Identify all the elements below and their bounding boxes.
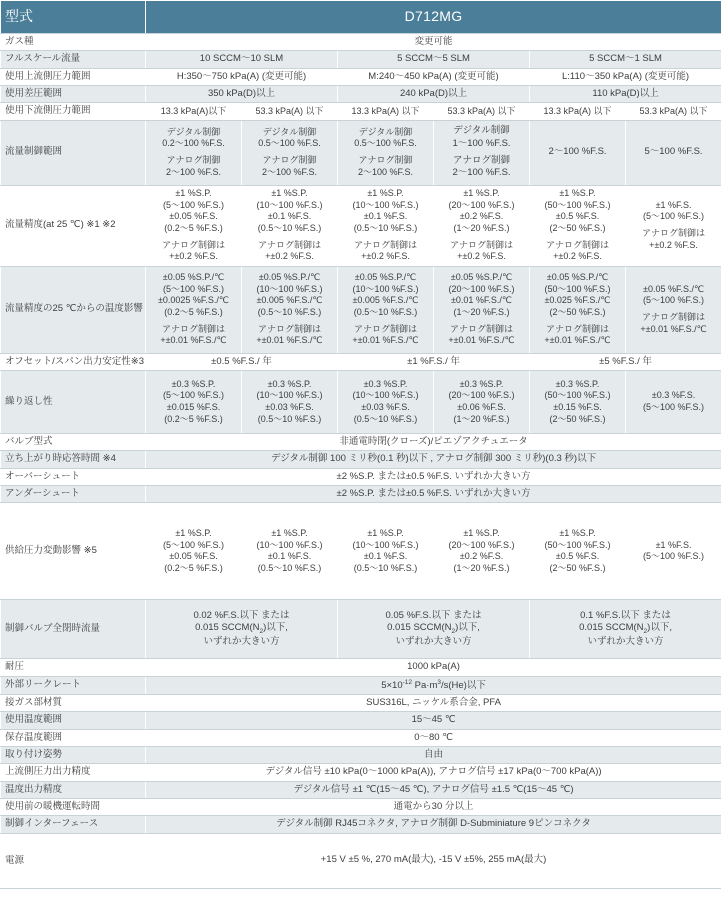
- row-label-storage-temperature: 保存温度範囲: [1, 729, 146, 746]
- cell-supply-pressure-influence-2: ±1 %S.P. (10〜100 %F.S.) ±0.1 %F.S. (0.5〜10 %F.S.): [242, 503, 338, 600]
- row-label-temperature-influence: 流量精度の25 ℃からの温度影響: [1, 266, 146, 353]
- table-row: [1, 600, 721, 659]
- row-label-operating-temperature: 使用温度範囲: [1, 712, 146, 729]
- table-row: [1, 185, 721, 266]
- row-label-rise-response-time: 立ち上がり時応答時間 ※4: [1, 451, 146, 468]
- cell-upstream-pressure-range-1: H:350〜750 kPa(A) (変更可能): [146, 68, 338, 85]
- cell-differential-pressure-range-1: 350 kPa(D)以上: [146, 86, 338, 103]
- cell-full-scale-flow-2: 5 SCCM〜5 SLM: [338, 51, 530, 68]
- cell-flow-control-range-6: 5〜100 %F.S.: [626, 120, 721, 185]
- cell-rise-response-time-1: デジタル制御 100 ミリ秒(0.1 秒)以下 , アナログ制御 300 ミリ秒)(0.3 秒)以下: [146, 451, 721, 468]
- cell-upstream-pressure-range-3: L:110〜350 kPa(A) (変更可能): [530, 68, 721, 85]
- cell-supply-pressure-influence-1: ±1 %S.P. (5〜100 %F.S.) ±0.05 %F.S. (0.2〜5 %F.S.): [146, 503, 242, 600]
- cell-wetted-materials-1: SUS316L, ニッケル系合金, PFA: [146, 694, 721, 711]
- cell-flow-accuracy-1: ±1 %S.P. (5〜100 %F.S.) ±0.05 %F.S. (0.2〜5 %F.S.) アナログ制御は +±0.2 %F.S.: [146, 185, 242, 266]
- cell-flow-control-range-1: デジタル制御 0.2〜100 %F.S. アナログ制御 2〜100 %F.S.: [146, 120, 242, 185]
- cell-overshoot-1: ±2 %S.P. または±0.5 %F.S. いずれか大きい方: [146, 468, 721, 485]
- cell-offset-span-stability-1: ±0.5 %F.S./ 年: [146, 353, 338, 370]
- cell-control-interface-1: デジタル制御 RJ45コネクタ, アナログ制御 D-Subminiature 9ピンコネクタ: [146, 816, 721, 833]
- cell-valve-closed-flow-1: 0.02 %F.S.以下 または 0.015 $SCCM(N_2)$以下, いずれか大きい方: [146, 600, 338, 659]
- table-row: [1, 68, 721, 85]
- cell-mounting-attitude-1: 自由: [146, 746, 721, 763]
- cell-temperature-influence-6: ±0.05 %F.S./℃ (5〜100 %F.S.) アナログ制御は +±0.01 %F.S./℃: [626, 266, 721, 353]
- cell-supply-pressure-influence-4: ±1 %S.P. (20〜100 %F.S.) ±0.2 %F.S. (1〜20 %F.S.): [434, 503, 530, 600]
- row-label-differential-pressure-range: 使用差圧範囲: [1, 86, 146, 103]
- row-label-undershoot: アンダーシュート: [1, 485, 146, 502]
- table-row: [1, 120, 721, 185]
- cell-flow-accuracy-4: ±1 %S.P. (20〜100 %F.S.) ±0.2 %F.S. (1〜20 %F.S.) アナログ制御は +±0.2 %F.S.: [434, 185, 530, 266]
- cell-full-scale-flow-1: 10 SCCM〜10 SLM: [146, 51, 338, 68]
- row-label-pressure-resistance: 耐圧: [1, 659, 146, 676]
- cell-full-scale-flow-3: 5 SCCM〜1 SLM: [530, 51, 721, 68]
- cell-flow-accuracy-2: ±1 %S.P. (10〜100 %F.S.) ±0.1 %F.S. (0.5〜10 %F.S.) アナログ制御は +±0.2 %F.S.: [242, 185, 338, 266]
- row-label-external-leak-rate: 外部リークレート: [1, 676, 146, 694]
- cell-flow-accuracy-6: ±1 %F.S. (5〜100 %F.S.) アナログ制御は +±0.2 %F.S.: [626, 185, 721, 266]
- cell-downstream-pressure-range-1: 13.3 kPa(A)以下: [146, 103, 242, 120]
- cell-temperature-influence-4: ±0.05 %S.P./℃ (20〜100 %F.S.) ±0.01 %F.S./℃ (1〜20 %F.S.) アナログ制御は +±0.01 %F.S./℃: [434, 266, 530, 353]
- cell-offset-span-stability-2: ±1 %F.S./ 年: [338, 353, 530, 370]
- cell-gas-type-1: 変更可能: [146, 34, 721, 51]
- row-label-offset-span-stability: オフセット/スパン出力安定性※3: [1, 353, 146, 370]
- row-label-flow-accuracy: 流量精度(at 25 ℃) ※1 ※2: [1, 185, 146, 266]
- table-row: [1, 468, 721, 485]
- cell-undershoot-1: ±2 %S.P. または±0.5 %F.S. いずれか大きい方: [146, 485, 721, 502]
- cell-supply-pressure-influence-3: ±1 %S.P. (10〜100 %F.S.) ±0.1 %F.S. (0.5〜10 %F.S.): [338, 503, 434, 600]
- row-label-supply-pressure-influence: 供給圧力変動影響 ※5: [1, 503, 146, 600]
- cell-repeatability-5: ±0.3 %S.P. (50〜100 %F.S.) ±0.15 %F.S. (2〜50 %F.S.): [530, 370, 626, 433]
- table-row: [1, 781, 721, 798]
- row-label-temperature-output-accuracy: 温度出力精度: [1, 781, 146, 798]
- cell-power-supply-1: +15 V ±5 %, 270 mA(最大), -15 V ±5%, 255 mA(最大): [146, 833, 721, 888]
- table-body: [1, 34, 721, 889]
- table-row: [1, 676, 721, 694]
- cell-flow-control-range-4: デジタル制御 1〜100 %F.S. アナログ制御 2〜100 %F.S.: [434, 120, 530, 185]
- cell-repeatability-2: ±0.3 %S.P. (10〜100 %F.S.) ±0.03 %F.S. (0.5〜10 %F.S.): [242, 370, 338, 433]
- cell-downstream-pressure-range-6: 53.3 kPa(A) 以下: [626, 103, 721, 120]
- table-row: [1, 746, 721, 763]
- row-label-valve-closed-flow: 制御バルブ全閉時流量: [1, 600, 146, 659]
- table-row: [1, 51, 721, 68]
- cell-operating-temperature-1: 15〜45 ℃: [146, 712, 721, 729]
- cell-repeatability-6: ±0.3 %F.S. (5〜100 %F.S.): [626, 370, 721, 433]
- row-label-gas-type: ガス種: [1, 34, 146, 51]
- row-label-valve-type: バルブ型式: [1, 433, 146, 450]
- cell-flow-control-range-2: デジタル制御 0.5〜100 %F.S. アナログ制御 2〜100 %F.S.: [242, 120, 338, 185]
- table-row: [1, 370, 721, 433]
- row-label-downstream-pressure-range: 使用下流側圧力範囲: [1, 103, 146, 120]
- row-label-flow-control-range: 流量制御範囲: [1, 120, 146, 185]
- cell-repeatability-3: ±0.3 %S.P. (10〜100 %F.S.) ±0.03 %F.S. (0.5〜10 %F.S.): [338, 370, 434, 433]
- table-row: [1, 694, 721, 711]
- cell-downstream-pressure-range-5: 13.3 kPa(A) 以下: [530, 103, 626, 120]
- cell-differential-pressure-range-3: 110 kPa(D)以上: [530, 86, 721, 103]
- header-type-label: 型式: [1, 1, 146, 34]
- header-row: [1, 1, 721, 34]
- cell-flow-accuracy-3: ±1 %S.P. (10〜100 %F.S.) ±0.1 %F.S. (0.5〜10 %F.S.) アナログ制御は +±0.2 %F.S.: [338, 185, 434, 266]
- cell-upstream-pressure-output-accuracy-1: デジタル信号 ±10 kPa(0〜1000 kPa(A)), アナログ信号 ±17 kPa(0〜700 kPa(A)): [146, 764, 721, 781]
- table-row: [1, 266, 721, 353]
- cell-storage-temperature-1: 0〜80 ℃: [146, 729, 721, 746]
- table-row: [1, 353, 721, 370]
- row-label-overshoot: オーバーシュート: [1, 468, 146, 485]
- table-row: [1, 485, 721, 502]
- table-header: [1, 1, 721, 34]
- cell-repeatability-4: ±0.3 %S.P. (20〜100 %F.S.) ±0.06 %F.S. (1〜20 %F.S.): [434, 370, 530, 433]
- cell-repeatability-1: ±0.3 %S.P. (5〜100 %F.S.) ±0.015 %F.S. (0.2〜5 %F.S.): [146, 370, 242, 433]
- row-label-warmup-time: 使用前の暖機運転時間: [1, 798, 146, 815]
- cell-warmup-time-1: 通電から30 分以上: [146, 798, 721, 815]
- table-row: [1, 103, 721, 120]
- header-model-name: D712MG: [146, 1, 721, 34]
- row-label-wetted-materials: 接ガス部材質: [1, 694, 146, 711]
- row-label-control-interface: 制御インターフェース: [1, 816, 146, 833]
- cell-downstream-pressure-range-4: 53.3 kPa(A) 以下: [434, 103, 530, 120]
- cell-temperature-influence-2: ±0.05 %S.P./℃ (10〜100 %F.S.) ±0.005 %F.S./℃ (0.5〜10 %F.S.) アナログ制御は +±0.01 %F.S./℃: [242, 266, 338, 353]
- cell-temperature-influence-1: ±0.05 %S.P./℃ (5〜100 %F.S.) ±0.0025 %F.S./℃ (0.2〜5 %F.S.) アナログ制御は +±0.01 %F.S./℃: [146, 266, 242, 353]
- cell-valve-closed-flow-3: 0.1 %F.S.以下 または 0.015 $SCCM(N_2)$以下, いずれか大きい方: [530, 600, 721, 659]
- cell-flow-accuracy-5: ±1 %S.P. (50〜100 %F.S.) ±0.5 %F.S. (2〜50 %F.S.) アナログ制御は +±0.2 %F.S.: [530, 185, 626, 266]
- cell-external-leak-rate-1: $5\times 10^{-12}$ $Pa\cdot m^3/s(He)$以下: [146, 676, 721, 694]
- table-row: [1, 798, 721, 815]
- table-row: [1, 833, 721, 888]
- row-label-upstream-pressure-output-accuracy: 上流側圧力出力精度: [1, 764, 146, 781]
- cell-offset-span-stability-3: ±5 %F.S./ 年: [530, 353, 721, 370]
- row-label-mounting-attitude: 取り付け姿勢: [1, 746, 146, 763]
- cell-valve-closed-flow-2: 0.05 %F.S.以下 または 0.015 $SCCM(N_2)$以下, いずれか大きい方: [338, 600, 530, 659]
- cell-pressure-resistance-1: 1000 kPa(A): [146, 659, 721, 676]
- cell-differential-pressure-range-2: 240 kPa(D)以上: [338, 86, 530, 103]
- cell-downstream-pressure-range-2: 53.3 kPa(A) 以下: [242, 103, 338, 120]
- row-label-repeatability: 繰り返し性: [1, 370, 146, 433]
- cell-temperature-output-accuracy-1: デジタル信号 ±1 ℃(15〜45 ℃), アナログ信号 ±1.5 ℃(15〜45 ℃): [146, 781, 721, 798]
- table-row: [1, 503, 721, 600]
- cell-flow-control-range-3: デジタル制御 0.5〜100 %F.S. アナログ制御 2〜100 %F.S.: [338, 120, 434, 185]
- table-row: [1, 712, 721, 729]
- table-row: [1, 86, 721, 103]
- row-label-upstream-pressure-range: 使用上流側圧力範囲: [1, 68, 146, 85]
- table-row: [1, 451, 721, 468]
- row-label-power-supply: 電源: [1, 833, 146, 888]
- table-row: [1, 34, 721, 51]
- cell-temperature-influence-3: ±0.05 %S.P./℃ (10〜100 %F.S.) ±0.005 %F.S./℃ (0.5〜10 %F.S.) アナログ制御は +±0.01 %F.S./℃: [338, 266, 434, 353]
- cell-flow-control-range-5: 2〜100 %F.S.: [530, 120, 626, 185]
- cell-supply-pressure-influence-5: ±1 %S.P. (50〜100 %F.S.) ±0.5 %F.S. (2〜50 %F.S.): [530, 503, 626, 600]
- cell-temperature-influence-5: ±0.05 %S.P./℃ (50〜100 %F.S.) ±0.025 %F.S./℃ (2〜50 %F.S.) アナログ制御は +±0.01 %F.S./℃: [530, 266, 626, 353]
- table-row: [1, 433, 721, 450]
- row-label-full-scale-flow: フルスケール流量: [1, 51, 146, 68]
- table-row: [1, 659, 721, 676]
- cell-downstream-pressure-range-3: 13.3 kPa(A) 以下: [338, 103, 434, 120]
- table-row: [1, 729, 721, 746]
- cell-valve-type-1: 非通電時閉(クローズ)/ピエゾアクチュエータ: [146, 433, 721, 450]
- table-row: [1, 764, 721, 781]
- cell-upstream-pressure-range-2: M:240〜450 kPa(A) (変更可能): [338, 68, 530, 85]
- cell-supply-pressure-influence-6: ±1 %F.S. (5〜100 %F.S.): [626, 503, 721, 600]
- table-row: [1, 816, 721, 833]
